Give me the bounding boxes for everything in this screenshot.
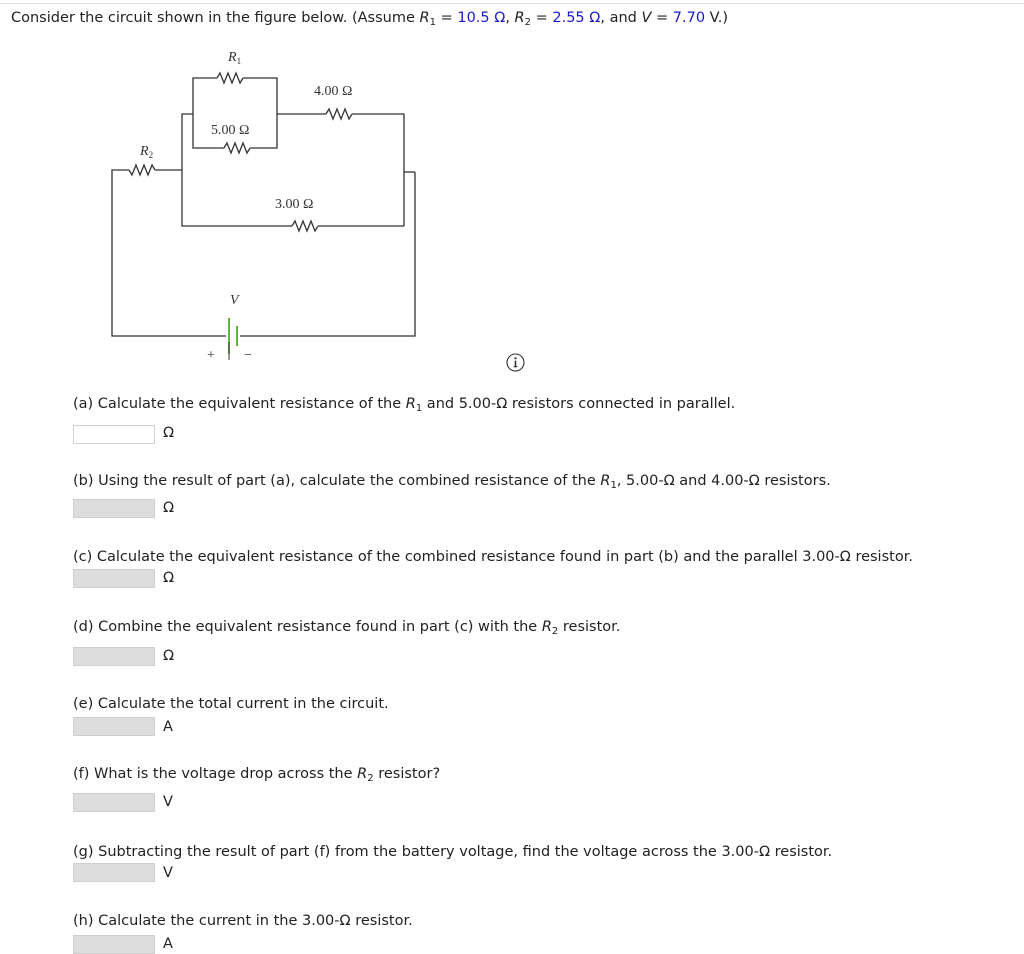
label-plus: +	[207, 348, 215, 363]
label-v: V	[230, 293, 239, 308]
question-a: (a) Calculate the equivalent resistance of the $R_1$ and 5.00-Ω resistors connected in parallel.	[73, 396, 736, 414]
wire-400-right	[352, 114, 404, 226]
label-r2: $R_2$	[140, 144, 154, 160]
answer-input-d[interactable]	[73, 647, 155, 666]
voltage-value: 7.70	[672, 10, 706, 26]
resistor-300	[292, 221, 318, 231]
answer-input-f[interactable]	[73, 793, 155, 812]
resistor-r2	[129, 165, 155, 175]
wire-outer-left	[112, 170, 226, 336]
r1-value: 10.5 Ω	[457, 10, 506, 26]
unit-e: A	[163, 719, 173, 735]
wire-outer-right	[240, 172, 415, 336]
unit-g: V	[163, 865, 173, 881]
label-r1: $R_1$	[228, 50, 242, 66]
answer-input-g[interactable]	[73, 863, 155, 882]
answer-input-c[interactable]	[73, 569, 155, 588]
answer-input-h[interactable]	[73, 935, 155, 954]
answer-input-e[interactable]	[73, 717, 155, 736]
question-c: (c) Calculate the equivalent resistance of the combined resistance found in part (b) and the parallel 3.00-Ω resistor.	[73, 549, 913, 565]
resistor-r1	[217, 73, 243, 83]
label-minus: −	[244, 348, 252, 363]
top-divider	[0, 3, 1024, 4]
resistor-400	[326, 109, 352, 119]
unit-f: V	[163, 794, 173, 810]
resistor-500	[224, 143, 250, 153]
circuit-diagram	[100, 42, 430, 372]
question-b: (b) Using the result of part (a), calculate the combined resistance of the $R_1$, 5.00-Ω and 4.00-Ω resistors.	[73, 473, 831, 491]
problem-statement: Consider the circuit shown in the figure below. (Assume $R_1 = 10.5$ Ω, $R_2 = 2.55$ Ω, and V = 7.70 V.)	[11, 10, 728, 28]
unit-b: Ω	[163, 500, 175, 516]
answer-input-b[interactable]	[73, 499, 155, 518]
question-g: (g) Subtracting the result of part (f) from the battery voltage, find the voltage across the 3.00-Ω resistor.	[73, 844, 833, 860]
unit-c: Ω	[163, 570, 175, 586]
r2-value: 2.55 Ω	[552, 10, 601, 26]
battery	[229, 318, 237, 354]
unit-d: Ω	[163, 648, 175, 664]
unit-a: Ω	[163, 425, 175, 441]
answer-input-a[interactable]	[73, 425, 155, 444]
info-icon[interactable]	[506, 353, 525, 372]
question-f: (f) What is the voltage drop across the $R_2$ resistor?	[73, 766, 441, 784]
label-300: 3.00 Ω	[275, 197, 314, 212]
wire-r1-left	[193, 78, 217, 92]
wire-500-left	[193, 92, 224, 148]
label-400: 4.00 Ω	[314, 84, 353, 99]
label-500: 5.00 Ω	[211, 123, 250, 138]
question-h: (h) Calculate the current in the 3.00-Ω resistor.	[73, 913, 413, 929]
question-d: (d) Combine the equivalent resistance found in part (c) with the $R_2$ resistor.	[73, 619, 621, 637]
question-e: (e) Calculate the total current in the circuit.	[73, 696, 389, 712]
unit-h: A	[163, 936, 173, 952]
